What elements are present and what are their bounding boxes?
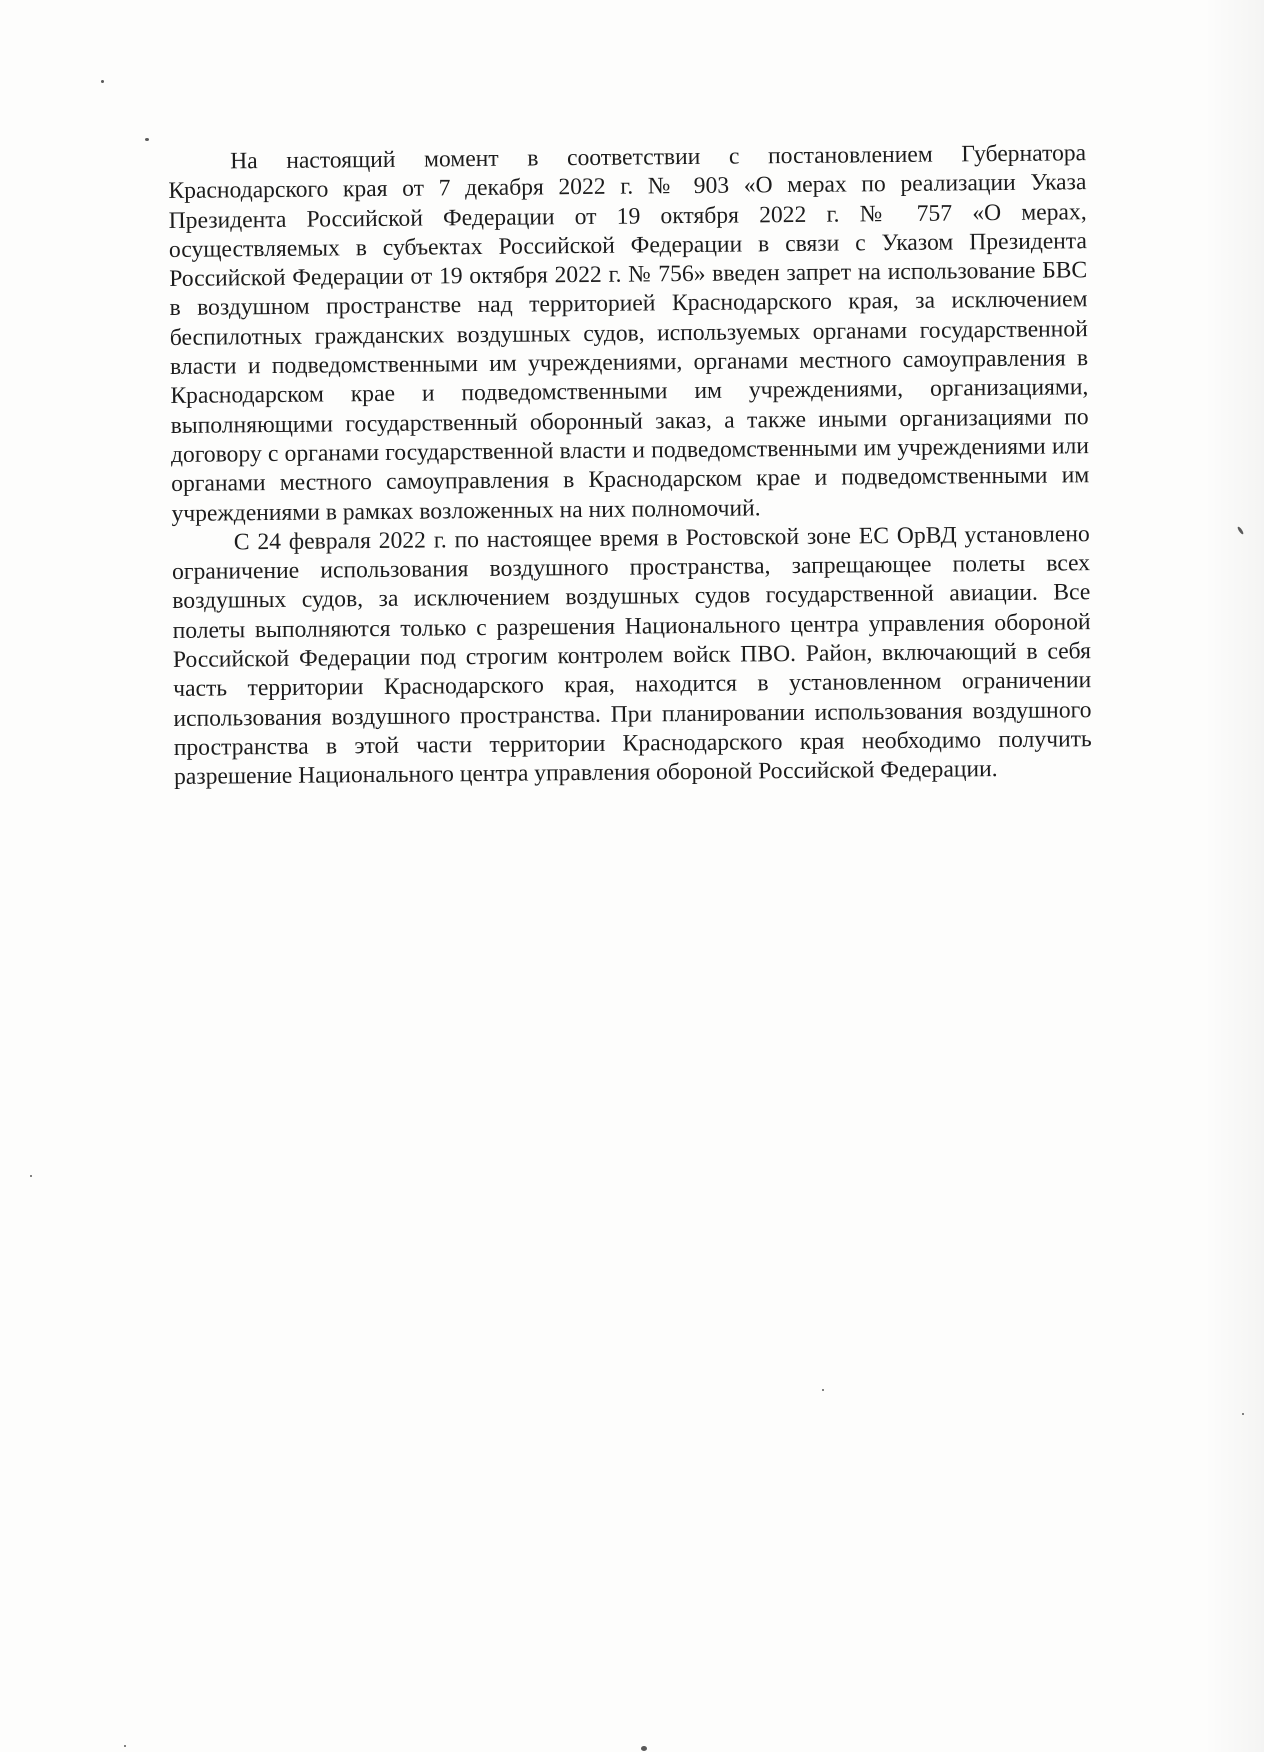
scan-speck (101, 80, 104, 83)
scan-speck (124, 1745, 126, 1747)
scan-speck (1242, 1413, 1244, 1415)
page-edge-shadow (1204, 0, 1264, 1752)
scan-speck (30, 1175, 32, 1177)
paragraph: На настоящий момент в соответствии с постановлением Губернатора Краснодарского края от 7 декабря 2022 г. № 903 «О мерах по реализации Указа Президента Российской Федерации от 19 октября 2022 г. № 757 «О мерах, осуществляемых в субъектах Российской Федерации в связи с Указом Президента Российской Федерации от 19 октября 2022 г. № 756» введен запрет на использование БВС в воздушном пространстве над территорией Краснодарского края, за исключением беспилотных гражданских воздушных судов, используемых органами государственной власти и подведомственными им учреждениями, органами местного самоуправления в Краснодарском крае и подведомственными им учреждениями, организациями, выполняющими государственный оборонный заказ, а также иными организациями по договору с органами государственной власти и подведомственными им учреждениями или органами местного самоуправления в Краснодарском крае и подведомственными им учреждениями в рамках возложенных на них полномочий. (168, 140, 1090, 527)
scan-speck (822, 1389, 824, 1391)
document-body (168, 139, 1092, 792)
scan-speck (641, 1746, 647, 1751)
paragraph: С 24 февраля 2022 г. по настоящее время в Ростовской зоне ЕС ОрВД установлено ограничение использования воздушного пространства, запрещающее полеты всех воздушных судов, за исключением воздушных судов государственной авиации. Все полеты выполняются только с разрешения Национального центра управления обороной Российской Федерации под строгим контролем войск ПВО. Район, включающий в себя часть территории Краснодарского края, находится в установленном ограничении использования воздушного пространства. При планировании использования воздушного пространства в этой части территории Краснодарского края необходимо получить разрешение Национального центра управления обороной Российской Федерации. (171, 521, 1092, 791)
scan-speck (145, 138, 149, 141)
